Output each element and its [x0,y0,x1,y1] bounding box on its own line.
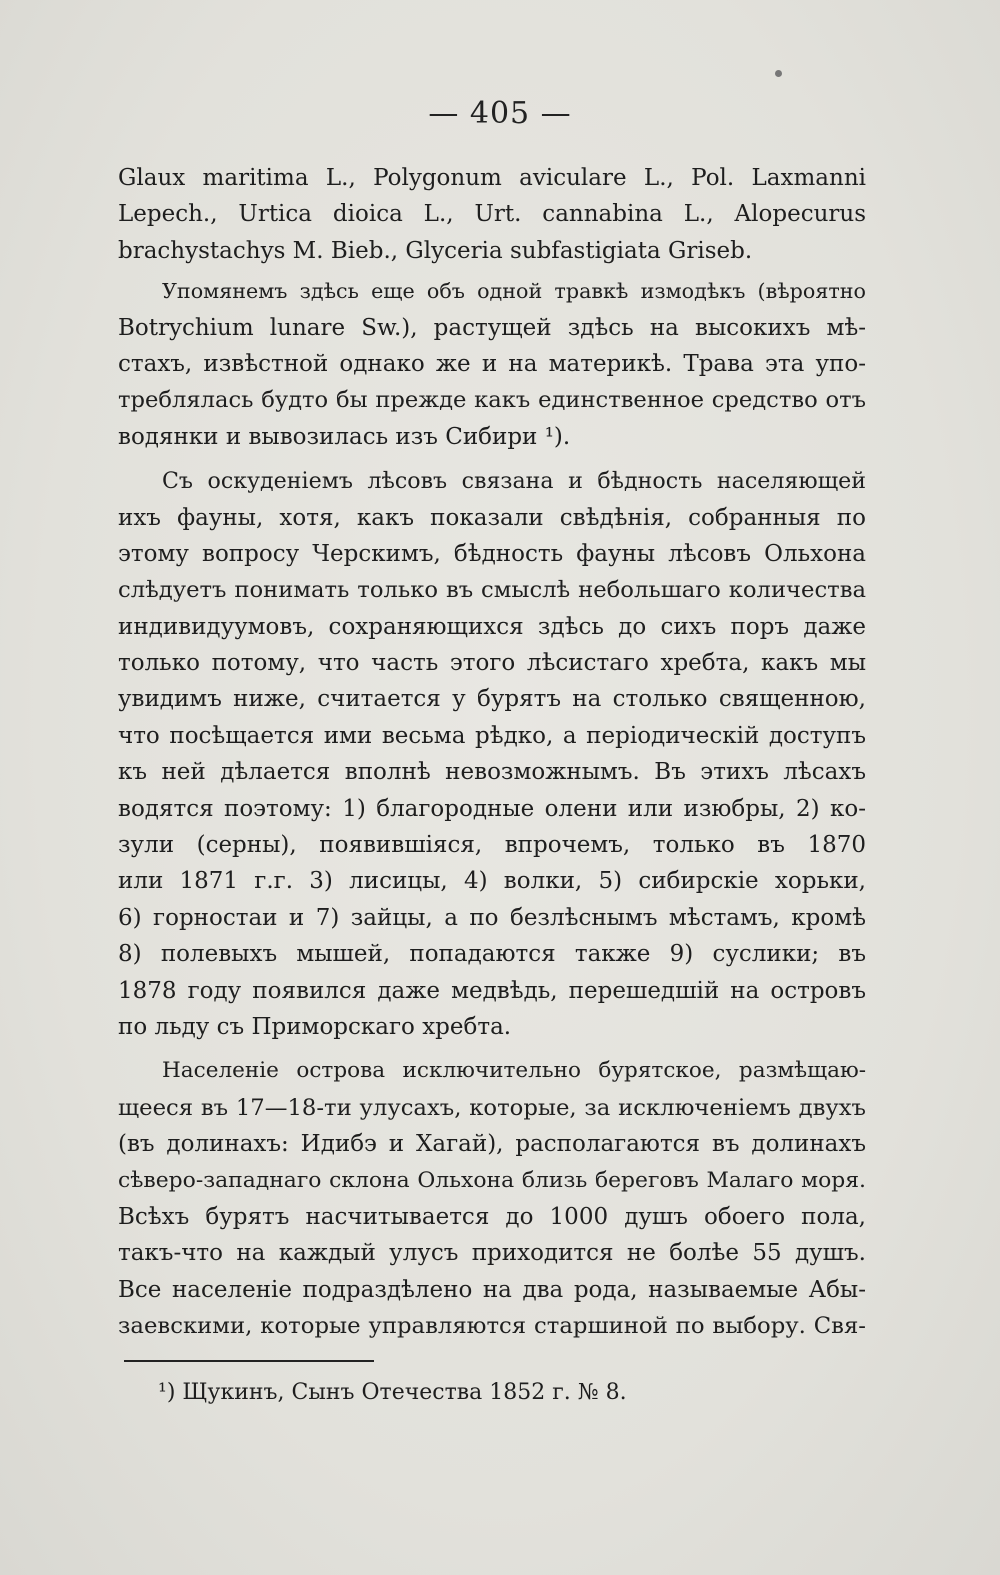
ink-speck [775,70,782,77]
text-line: Всѣхъ бурятъ насчитывается до 1000 душъ обоего пола, [118,1203,866,1230]
text-line: Botrychium lunare Sw.), растущей здѣсь на высокихъ мѣ- [118,314,866,341]
paragraph-fauna [118,463,866,1045]
text-line: сѣверо-западнаго склона Ольхона близь береговъ Малаго моря. [118,1167,866,1193]
text-line: или 1871 г.г. 3) лисицы, 4) волки, 5) сибирскіе хорьки, [118,868,866,895]
text-line: 8) полевыхъ мышей, попадаются также 9) суслики; въ [118,941,866,968]
text-line: Упомянемъ здѣсь еще объ одной травкѣ измодѣкъ (вѣроятно [162,279,866,304]
text-line: треблялась будто бы прежде какъ единственное средство отъ [118,387,866,414]
text-line: что посѣщается ими весьма рѣдко, а періодическій доступъ [118,722,866,749]
text-line: 1878 году появился даже медвѣдь, перешедшій на островъ [118,977,866,1004]
footnote-divider [124,1360,374,1362]
text-line: водятся поэтому: 1) благородные олени или изюбры, 2) ко- [118,795,866,822]
text-line: этому вопросу Черскимъ, бѣдность фауны лѣсовъ Ольхона [118,540,866,567]
body-text [118,160,866,1345]
paragraph-izmodek [118,273,866,455]
footnote: ¹) Щукинъ, Сынъ Отечества 1852 г. № 8. [158,1380,627,1405]
paragraph-population [118,1053,866,1344]
text-line: индивидуумовъ, сохраняющихся здѣсь до сихъ поръ даже [118,613,866,640]
text-line: увидимъ ниже, считается у бурятъ на столько священною, [118,686,866,713]
text-line: къ ней дѣлается вполнѣ невозможнымъ. Въ этихъ лѣсахъ [118,759,866,786]
text-line: Glaux maritima L., Polygonum aviculare L., Pol. Laxmanni [118,165,866,191]
text-line: brachystachys M. Bieb., Glyceria subfastigiata Griseb. [118,237,753,264]
text-line: слѣдуетъ понимать только въ смыслѣ небольшаго количества [118,577,866,604]
text-line: водянки и вывозилась изъ Сибири ¹). [118,423,571,450]
text-line: ихъ фауны, хотя, какъ показали свѣдѣнія, собранныя по [118,504,866,531]
text-line: (въ долинахъ: Идибэ и Хагай), располагаются въ долинахъ [118,1131,866,1158]
text-line: Съ оскуденіемъ лѣсовъ связана и бѣдность населяющей [162,468,866,495]
text-line: щееся въ 17—18-ти улусахъ, которые, за исключеніемъ двухъ [118,1094,866,1121]
text-line: Lepech., Urtica dioica L., Urt. cannabina L., Alopecurus [118,201,866,228]
text-line: такъ-что на каждый улусъ приходится не болѣе 55 душъ. [118,1240,866,1267]
text-line: по льду съ Приморскаго хребта. [118,1013,512,1040]
text-line: только потому, что часть этого лѣсистаго хребта, какъ мы [118,650,866,677]
text-line: Все населеніе подраздѣлено на два рода, называемые Абы- [118,1276,866,1303]
text-line: 6) горностаи и 7) зайцы, а по безлѣснымъ мѣстамъ, кромѣ [118,904,866,931]
text-line: Населеніе острова исключительно бурятское, размѣщаю- [162,1058,866,1084]
text-line: заевскими, которые управляются старшиной по выбору. Свя- [118,1313,866,1340]
paragraph-plant-list [118,160,866,269]
page-number: — 405 — [428,96,572,131]
text-line: зули (серны), появившіяся, впрочемъ, только въ 1870 [118,832,866,859]
text-line: стахъ, извѣстной однако же и на материкѣ. Трава эта упо- [118,350,866,377]
